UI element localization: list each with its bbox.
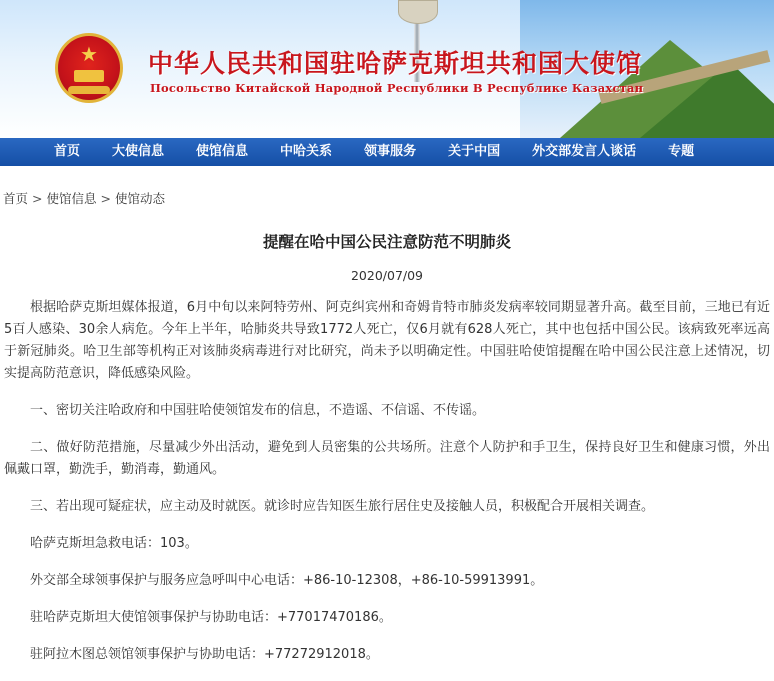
breadcrumb-embassy-info[interactable]: 使馆信息 <box>46 191 97 206</box>
site-title-ru: Посольство Китайской Народной Республики В Республике Казахстан <box>150 81 644 95</box>
article-paragraph: 根据哈萨克斯坦媒体报道，6月中旬以来阿特劳州、阿克纠宾州和奇姆肯特市肺炎发病率较同期显著升高。截至目前，三地已有近5百人感染、30余人病危。今年上半年，哈肺炎共导致1772人死亡，仅6月就有628人死亡，其中也包括中国公民。该病致死率远高于新冠肺炎。哈卫生部等机构正对该肺炎病毒进行对比研究，尚未予以明确定性。中国驻哈使馆提醒在哈中国公民注意上述情况，切实提高防范意识，降低感染风险。 <box>4 300 770 381</box>
nav-item-china-kazakhstan[interactable]: 中哈关系 <box>280 144 333 159</box>
tiananmen-icon <box>74 70 104 82</box>
article-paragraph: 一、密切关注哈政府和中国驻哈使领馆发布的信息，不造谣、不信谣、不传谣。 <box>30 403 486 418</box>
tower-image <box>398 0 438 24</box>
breadcrumb-separator: > <box>32 191 43 206</box>
nav-item-spokesperson[interactable]: 外交部发言人谈话 <box>532 144 637 159</box>
main-nav <box>0 138 774 166</box>
article-paragraph: 驻哈萨克斯坦大使馆领事保护与协助电话：+77017470186。 <box>30 610 392 625</box>
article-date: 2020/07/09 <box>350 268 424 283</box>
article-paragraph: 外交部全球领事保护与服务应急呼叫中心电话：+86-10-12308，+86-10-59913991。 <box>30 573 544 588</box>
national-emblem-icon[interactable] <box>55 33 123 103</box>
article-body <box>4 297 770 681</box>
nav-item-about-china[interactable]: 关于中国 <box>448 144 501 159</box>
breadcrumb-separator: > <box>100 191 111 206</box>
article-title: 提醒在哈中国公民注意防范不明肺炎 <box>262 233 511 251</box>
nav-item-home[interactable]: 首页 <box>54 144 81 159</box>
nav-item-ambassador[interactable]: 大使信息 <box>112 144 165 159</box>
header-banner <box>0 0 774 138</box>
site-title-cn[interactable]: 中华人民共和国驻哈萨克斯坦共和国大使馆 <box>148 49 643 78</box>
nav-item-embassy-info[interactable]: 使馆信息 <box>196 144 249 159</box>
star-icon: ★ <box>80 42 98 66</box>
nav-item-consular[interactable]: 领事服务 <box>364 144 417 159</box>
nav-item-topics[interactable]: 专题 <box>668 144 695 159</box>
article-paragraph: 驻阿拉木图总领馆领事保护与协助电话：+77272912018。 <box>30 647 379 662</box>
article-paragraph: 三、若出现可疑症状，应主动及时就医。就诊时应告知医生旅行居住史及接触人员，积极配合开展相关调查。 <box>30 499 655 514</box>
article-paragraph: 哈萨克斯坦急救电话：103。 <box>30 536 198 551</box>
article-paragraph: 二、做好防范措施，尽量减少外出活动，避免到人员密集的公共场所。注意个人防护和手卫生，保持良好卫生和健康习惯，外出佩戴口罩，勤洗手，勤消毒，勤通风。 <box>4 440 770 477</box>
wheat-base-icon <box>68 86 110 94</box>
breadcrumb <box>3 189 165 207</box>
breadcrumb-embassy-news[interactable]: 使馆动态 <box>115 191 166 206</box>
breadcrumb-home[interactable]: 首页 <box>3 191 29 206</box>
